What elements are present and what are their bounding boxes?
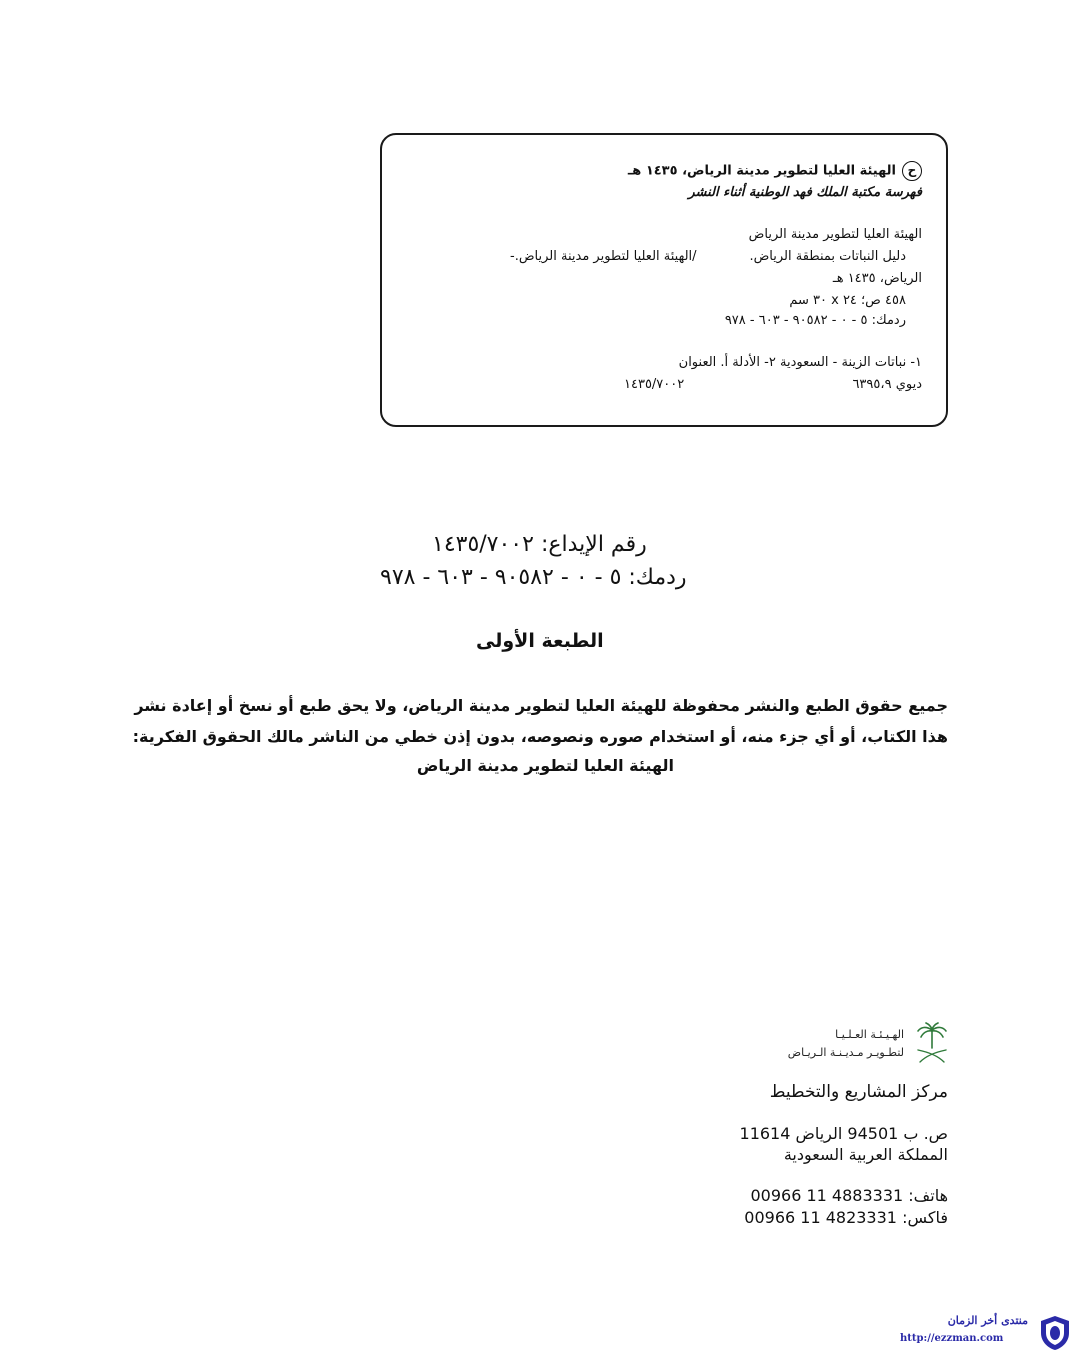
catalog-publisher-line	[628, 161, 922, 181]
rights-line-1: جميع حقوق الطبع والنشر محفوظة للهيئة العليا لتطوير مدينة الرياض، ولا يحق طبع أو نسخ أو إعادة نشر	[134, 696, 948, 715]
fax-number: 00966 11 4823331	[744, 1208, 897, 1227]
catalog-publisher-text: الهيئة العليا لتطوير مدينة الرياض، ١٤٣٥ هـ	[627, 163, 896, 179]
catalog-isbn: ردمك: ٥ - ٠ - ٩٠٥٨٢ - ٦٠٣ - ٩٧٨	[724, 313, 906, 328]
rights-line-2: هذا الكتاب، أو أي جزء منه، أو استخدام صوره ونصوصه، بدون إذن خطي من الناشر مالك الحقوق الفكرية:	[132, 727, 948, 746]
copyright-symbol: ح	[902, 161, 922, 181]
fax-label: فاكس:	[902, 1208, 948, 1227]
authority-logo	[740, 1022, 950, 1066]
fax-row	[744, 1208, 948, 1227]
deposit-number: رقم الإيداع: ١٤٣٥/٧٠٠٢	[432, 532, 647, 557]
center-name: مركز المشاريع والتخطيط	[769, 1082, 948, 1102]
catalog-author: الهيئة العليا لتطوير مدينة الرياض	[748, 227, 922, 242]
catalog-subjects: ١- نباتات الزينة - السعودية ٢- الأدلة أ. العنوان	[678, 355, 922, 370]
catalog-dewey: ديوي ٦٣٩٥،٩	[852, 377, 922, 392]
shield-icon	[1038, 1314, 1072, 1352]
country: المملكة العربية السعودية	[783, 1145, 948, 1164]
catalog-index-line: فهرسة مكتبة الملك فهد الوطنية أثناء النشر	[688, 185, 922, 200]
phone-row	[751, 1186, 949, 1205]
cataloging-box	[380, 133, 948, 427]
logo-line-1: الهـيـئـة العـلـيـا	[835, 1028, 904, 1041]
po-box: ص. ب 94501 الرياض 11614	[739, 1124, 948, 1143]
isbn-number: ردمك: ٥ - ٠ - ٩٠٥٨٢ - ٦٠٣ - ٩٧٨	[380, 565, 687, 590]
edition-title: الطبعة الأولى	[476, 630, 604, 652]
catalog-title: دليل النباتات بمنطقة الرياض.	[749, 249, 906, 264]
phone-number: 00966 11 4883331	[750, 1186, 904, 1205]
phone-label: هاتف:	[908, 1186, 948, 1205]
watermark-url[interactable]: http://ezzman.com	[900, 1333, 1004, 1344]
catalog-deposit-number: ١٤٣٥/٧٠٠٢	[624, 377, 685, 392]
logo-line-2: لتطـويـر مـديـنـة الـريـاض	[787, 1046, 904, 1059]
catalog-place-year: الرياض، ١٤٣٥ هـ	[832, 271, 922, 286]
palm-swords-icon	[914, 1022, 950, 1066]
catalog-pages-size: ٤٥٨ ص؛ ٢٤ x ٣٠ سم	[789, 293, 906, 308]
rights-line-3: الهيئة العليا لتطوير مدينة الرياض	[416, 756, 674, 775]
catalog-title-publisher: /الهيئة العليا لتطوير مدينة الرياض.-	[510, 249, 697, 264]
watermark-name: منتدى أخر الزمان	[947, 1314, 1028, 1327]
